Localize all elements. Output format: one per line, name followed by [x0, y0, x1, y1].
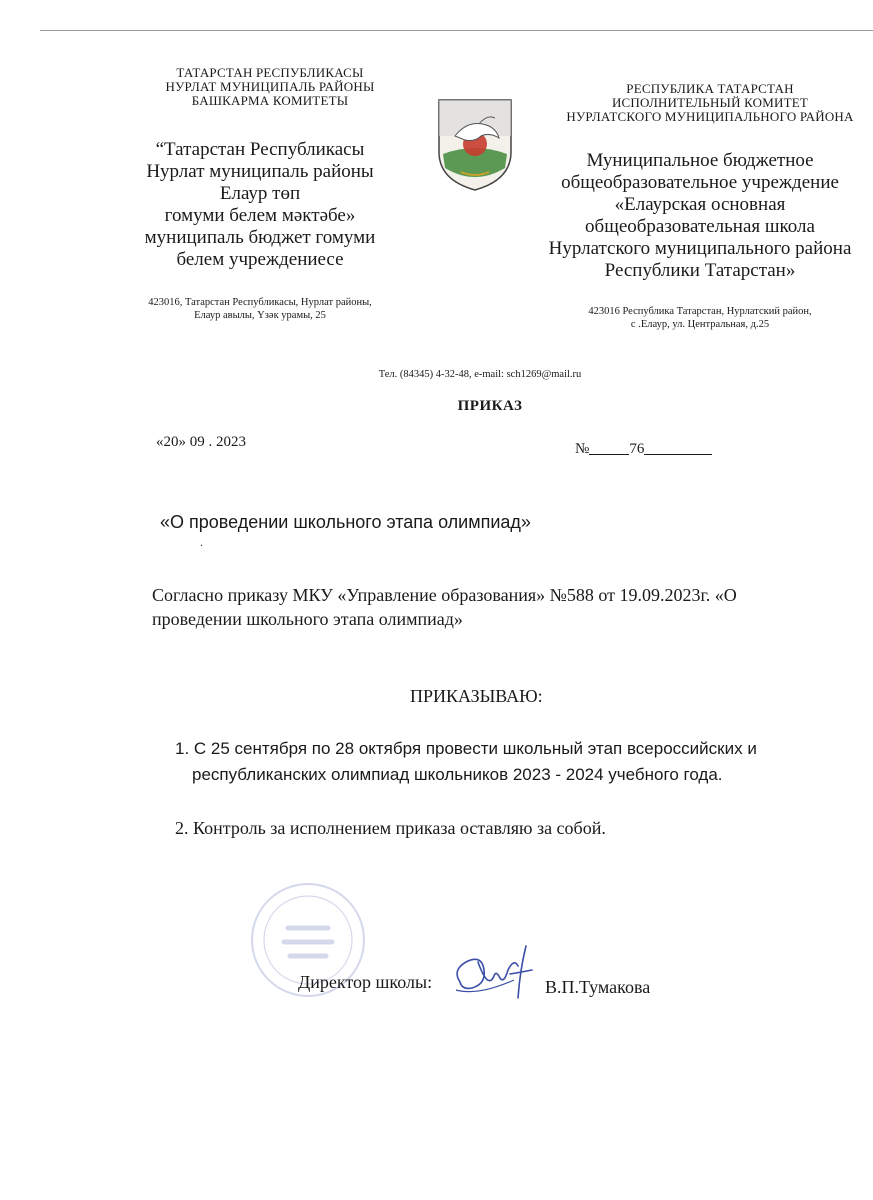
signature-icon: [448, 940, 553, 1005]
order-heading: ПРИКАЗЫВАЮ:: [410, 686, 543, 706]
left-school-line: муниципаль бюджет гомуми: [144, 227, 376, 248]
right-header-caps: [540, 82, 873, 124]
order-title: ПРИКАЗ: [457, 398, 523, 414]
right-school-name: [530, 150, 870, 282]
order-preamble: [152, 583, 852, 631]
preamble-line: Согласно приказу МКУ «Управление образования» №588 от 19.09.2023г. «О: [152, 585, 737, 605]
right-header-line2: ИСПОЛНИТЕЛЬНЫЙ КОМИТЕТ: [611, 95, 809, 110]
right-school-line: Республики Татарстан»: [604, 260, 796, 281]
right-school-line: общеобразовательное учреждение: [561, 172, 839, 193]
signature-role: Директор школы:: [298, 972, 433, 992]
right-school-line: общеобразовательная школа: [585, 216, 815, 237]
order-subject: «О проведении школьного этапа олимпиад»: [160, 512, 531, 532]
left-header-line3: БАШКАРМА КОМИТЕТЫ: [191, 93, 349, 108]
right-address-line: с .Елаур, ул. Центральная, д.25: [630, 319, 770, 330]
order-number: 76: [629, 441, 645, 457]
coat-of-arms-icon: [435, 96, 515, 192]
left-school-line: гомуми белем мәктәбе»: [164, 205, 356, 226]
order-item-2: 2. Контроль за исполнением приказа оставляю за собой.: [175, 818, 606, 838]
right-school-line: «Елаурская основная: [614, 194, 786, 215]
left-address-line: Елаур авылы, Үзәк урамы, 25: [194, 310, 326, 321]
right-header-line3: НУРЛАТСКОГО МУНИЦИПАЛЬНОГО РАЙОНА: [566, 109, 854, 124]
order-number-field: [575, 441, 712, 458]
right-school-line: Нурлатского муниципального района: [548, 238, 852, 259]
left-header-line2: НУРЛАТ МУНИЦИПАЛЬ РАЙОНЫ: [165, 79, 375, 94]
left-school-line: “Татарстан Республикасы: [155, 139, 365, 160]
left-school-line: Нурлат муниципаль районы: [146, 161, 374, 182]
item1-line: республиканских олимпиад школьников 2023 - 2024 учебного года.: [192, 765, 723, 784]
top-rule: [40, 30, 873, 31]
item1-line: 1. С 25 сентября по 28 октября провести школьный этап всероссийских и: [175, 739, 757, 758]
order-number-label: №: [575, 441, 590, 457]
preamble-line: проведении школьного этапа олимпиад»: [152, 609, 463, 629]
left-header-caps: [130, 66, 410, 108]
left-school-name: [110, 139, 410, 271]
left-address: [120, 296, 400, 322]
left-address-line: 423016, Татарстан Республикасы, Нурлат районы,: [148, 297, 372, 308]
signature-name: В.П.Тумакова: [545, 977, 651, 997]
right-address-line: 423016 Республика Татарстан, Нурлатский район,: [588, 306, 812, 317]
left-school-line: Елаур төп: [219, 183, 301, 204]
contacts-line: Тел. (84345) 4-32-48, e-mail: sch1269@mail.ru: [378, 369, 582, 380]
left-school-line: белем учреждениесе: [176, 249, 344, 270]
right-address: [560, 305, 840, 331]
order-item-1: [175, 736, 835, 788]
right-header-line1: РЕСПУБЛИКА ТАТАРСТАН: [626, 81, 794, 96]
left-header-line1: ТАТАРСТАН РЕСПУБЛИКАСЫ: [176, 65, 364, 80]
order-date: «20» 09 . 2023: [156, 434, 246, 450]
right-school-line: Муниципальное бюджетное: [586, 150, 814, 171]
stray-dot: .: [200, 535, 203, 549]
